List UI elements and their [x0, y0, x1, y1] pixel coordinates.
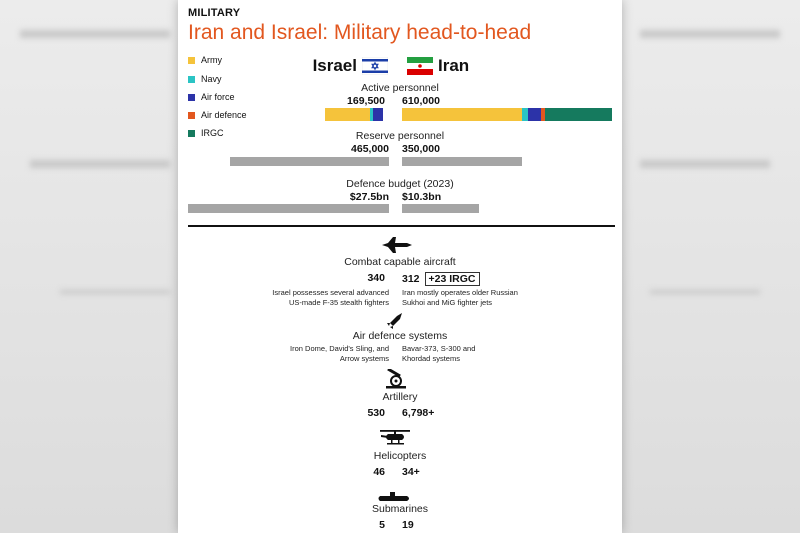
background-blur-shape: [20, 30, 170, 38]
country-name-iran: Iran: [438, 56, 470, 75]
defence-budget-israel-bar: [188, 204, 389, 213]
fighter-jet-icon: [381, 236, 413, 254]
background-blur-shape: [30, 160, 170, 168]
helicopters-iran-value: 34+: [402, 466, 420, 478]
active-iran-irgc-segment: [545, 108, 612, 121]
country-name-israel: Israel: [312, 56, 357, 75]
legend-label: IRGC: [201, 128, 224, 138]
legend-label: Air defence: [201, 110, 247, 120]
legend-item-air-force: [188, 92, 235, 102]
infographic-panel: [178, 0, 622, 533]
combat-aircraft-iran-value-group: [402, 272, 480, 286]
page-title: Iran and Israel: Military head-to-head: [188, 21, 532, 44]
irgc-aircraft-badge: +23 IRGC: [425, 272, 480, 286]
legend-swatch: [188, 130, 195, 137]
country-heading-israel: [313, 56, 393, 76]
active-personnel-iran-value: 610,000: [402, 95, 440, 107]
legend-swatch: [188, 76, 195, 83]
air-defence-label: Air defence systems: [352, 330, 448, 342]
active-personnel-israel-value: 169,500: [347, 95, 385, 107]
reserve-personnel-iran-value: 350,000: [402, 143, 440, 155]
active-israel-air-force-segment: [373, 108, 383, 121]
helicopter-icon: [379, 429, 411, 447]
combat-aircraft-israel-value: 340: [367, 272, 385, 284]
section-kicker: MILITARY: [188, 7, 241, 19]
defence-budget-label: Defence budget (2023): [346, 178, 454, 190]
legend-swatch: [188, 57, 195, 64]
legend-label: Navy: [201, 74, 222, 84]
defence-budget-iran-value: $10.3bn: [402, 191, 442, 203]
reserve-personnel-israel-value: 465,000: [351, 143, 389, 155]
iran-flag-icon: [407, 57, 433, 75]
legend-label: Army: [201, 55, 222, 65]
note-line: Arrow systems: [339, 354, 389, 363]
note-line: US-made F-35 stealth fighters: [288, 298, 389, 307]
note-line: Khordad systems: [402, 354, 460, 363]
submarine-icon: [376, 491, 412, 503]
reserve-personnel-label: Reserve personnel: [355, 130, 445, 142]
country-heading-iran: [402, 56, 469, 76]
combat-aircraft-iran-note: [402, 288, 518, 308]
israel-flag-icon: [362, 57, 388, 75]
legend-item-army: [188, 55, 222, 65]
helicopters-label: Helicopters: [373, 450, 427, 462]
active-personnel-label: Active personnel: [361, 82, 439, 94]
background-blur-shape: [640, 30, 780, 38]
section-divider: [188, 225, 615, 227]
artillery-israel-value: 530: [367, 407, 385, 419]
legend-item-navy: [188, 74, 222, 84]
active-personnel-israel-bar: [325, 108, 383, 121]
active-iran-air-force-segment: [528, 108, 541, 121]
background-blur-shape: [650, 290, 760, 294]
note-line: Iron Dome, David's Sling, and: [290, 344, 389, 353]
air-defence-iran-note: [402, 344, 475, 364]
legend-swatch: [188, 112, 195, 119]
submarines-israel-value: 5: [379, 519, 385, 531]
note-line: Bavar-373, S-300 and: [402, 344, 476, 353]
legend-label: Air force: [201, 92, 235, 102]
missile-icon: [385, 311, 405, 331]
active-iran-army-segment: [402, 108, 522, 121]
combat-aircraft-iran-value: 312: [402, 273, 420, 285]
combat-aircraft-israel-note: [272, 288, 389, 308]
active-personnel-iran-bar: [402, 108, 612, 121]
submarines-label: Submarines: [371, 503, 429, 515]
note-line: Iran mostly operates older Russian: [402, 288, 518, 297]
active-israel-army-segment: [325, 108, 370, 121]
submarines-iran-value: 19: [402, 519, 414, 531]
defence-budget-israel-value: $27.5bn: [349, 191, 389, 203]
background-blur-shape: [60, 290, 170, 294]
legend-swatch: [188, 94, 195, 101]
artillery-icon: [385, 369, 407, 389]
note-line: Sukhoi and MiG fighter jets: [402, 298, 493, 307]
background-blur-shape: [640, 160, 770, 168]
combat-aircraft-label: Combat capable aircraft: [344, 256, 456, 268]
defence-budget-iran-bar: [402, 204, 479, 213]
artillery-label: Artillery: [382, 391, 418, 403]
legend-item-air-defence: [188, 110, 247, 120]
reserve-personnel-iran-bar: [402, 157, 522, 166]
artillery-iran-value: 6,798+: [402, 407, 435, 419]
legend-item-irgc: [188, 128, 224, 138]
helicopters-israel-value: 46: [373, 466, 385, 478]
reserve-personnel-israel-bar: [230, 157, 389, 166]
air-defence-israel-note: [290, 344, 389, 364]
note-line: Israel possesses several advanced: [272, 288, 389, 297]
